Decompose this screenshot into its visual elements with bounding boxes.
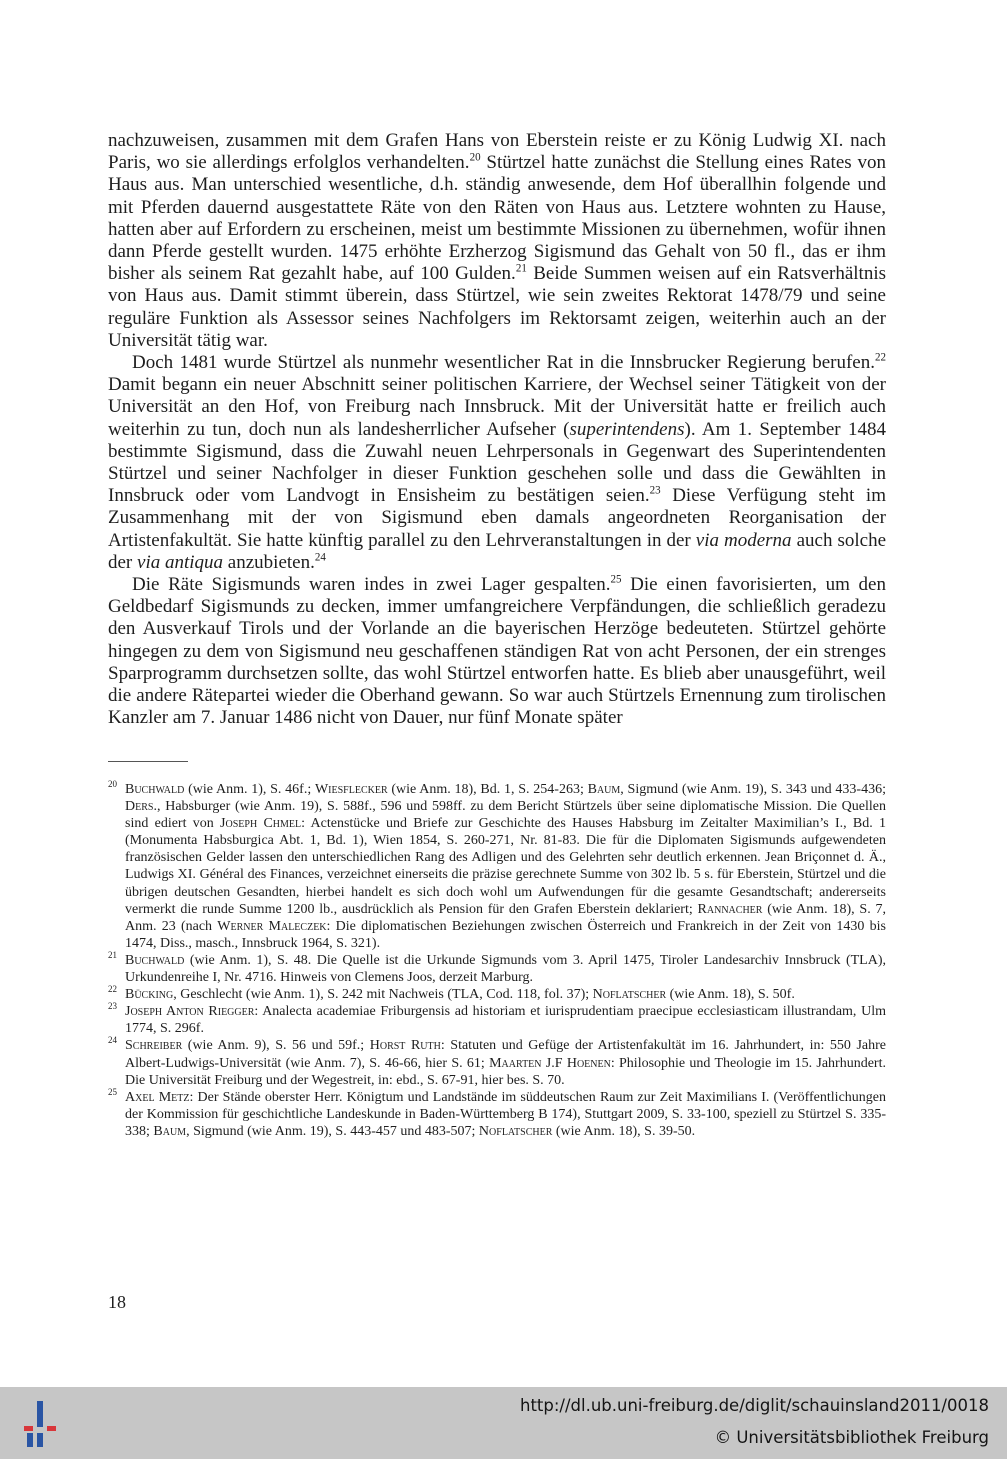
footnote-number: 24 — [108, 1035, 117, 1046]
author-name: Bücking — [125, 987, 174, 1003]
italic-term: via moderna — [695, 529, 792, 551]
footnote — [108, 1003, 886, 1037]
author-name: Noflatscher — [478, 1123, 553, 1139]
text-run: , Sigmund (wie Anm. 19), S. 443-457 und 483-507; — [186, 1123, 479, 1139]
text-run: Die Räte Sigismunds waren indes in zwei Lager gespalten. — [132, 574, 611, 596]
text-run: (wie Anm. 18), S. 39-50. — [552, 1123, 696, 1139]
text-run: ). Am 1. September 1484 bestimmte Sigismund, dass die Zuwahl neuen Lehrpersonals in Gegenwart des Superintendenten Stürtzel und seiner Nachfolger in dieser Funktion geschehen solle und dass die Gewählten in Innsbruck oder vom Landvogt in Ensisheim zu bestätigen seien. — [108, 418, 887, 507]
library-logo-icon — [12, 1397, 66, 1451]
body-paragraph — [108, 130, 886, 352]
body-paragraph — [108, 352, 886, 574]
author-name: Ders. — [125, 799, 157, 815]
text-run: Diese Verfügung steht im Zusammenhang mit der von Sigismund eben damals angeordneten Reorganisation der Artistenfakultät. Sie hatte künftig parallel zu den Lehrveranstaltungen in der — [108, 485, 886, 551]
text-run: : Actenstücke und Briefe zur Geschichte des Hauses Habsburg im Zeitalter Maximilian’s I., Bd. 1 (Monumenta Habsburgica Abt. 1, Bd. 1), Wien 1854, S. 260-271, Nr. 81-83. Die für die Diplomaten Sigismunds aufgewendeten französischen Gelder lassen den unterschiedlichen Rang des Adligen und des Gelehrten sehr deutlich erkennen. Jean Briçonnet d. Ä., Ludwigs XI. Général des Finances, verzeichnet einerseits die präzise gerechnete Summe von 302 lb. 5 s. für Eberstein, Stürtzel und die übrigen deutschen Gesandten, hierbei handelt es sich doch wohl um Aufwendungen für die gesamte Gesandtschaft; andererseits vermerkt die runde Summe 1200 lb., ausdrücklich als Pension für den Grafen Eberstein deklariert; — [125, 816, 886, 917]
footnote-text — [125, 782, 886, 951]
text-run: Doch 1481 wurde Stürtzel als nunmehr wesentlicher Rat in die Innsbrucker Regierung berufen. — [132, 352, 875, 374]
body-paragraph — [108, 574, 886, 729]
footnote — [108, 1037, 886, 1088]
copyright-notice: © Universitätsbibliothek Freiburg — [714, 1428, 989, 1447]
author-name: Baum — [153, 1123, 187, 1139]
text-run: Stürtzel hatte zunächst die Stellung eines Rates von Haus aus. Man unterschied wesentliche, d.h. ständig anwesende, dem Hof überallhin folgende und mit Pferden dauernd ausgestattete Räte von den Räten von Haus aus. Letztere wohnten zu Hause, hatten aber auf Erfordern zu erscheinen, meist um bestimmte Missionen zu übernehmen, wofür ihnen dann Pferde gestellt wurden. 1475 erhöhte Erzherzog Sigismund das Gehalt von 50 fl., das er ihm bisher als seinem Rat gezahlt habe, auf 100 Gulden. — [108, 152, 886, 285]
footnote-ref: 22 — [874, 351, 886, 364]
author-name: Werner Maleczek — [217, 918, 327, 934]
footnote-text — [125, 1038, 886, 1087]
author-name: Axel Metz — [125, 1089, 190, 1105]
author-name: Buchwald — [125, 952, 185, 968]
footnote — [108, 949, 886, 986]
text-run: , Sigmund (wie Anm. 19), S. 343 und 433-436; — [620, 782, 886, 797]
footnote-separator — [108, 761, 188, 762]
author-name: Wiesflecker — [314, 782, 388, 797]
footnote — [108, 986, 886, 1003]
footnote-number: 21 — [108, 949, 117, 960]
text-run: (wie Anm. 1), S. 48. Die Quelle ist die Urkunde Sigmunds vom 3. April 1475, Tiroler Landesarchiv Innsbruck (TLA), Urkundenreihe I, Nr. 4716. Hinweis von Clemens Joos, derzeit Marburg. — [125, 952, 886, 986]
footnote-text — [125, 987, 795, 1002]
author-name: Schreiber — [125, 1038, 183, 1054]
text-run: anzubieten. — [223, 551, 315, 573]
author-name: Buchwald — [125, 782, 185, 797]
body-text — [108, 130, 886, 729]
author-name: Baum — [587, 782, 621, 797]
footnote-number: 20 — [108, 779, 117, 789]
text-run: : Analecta academiae Friburgensis ad historiam et iurisprudentiam praecipue ecclesiasticam illustrandam, Ulm 1774, S. 296f. — [125, 1004, 886, 1037]
footnotes — [108, 781, 886, 1140]
text-run: (wie Anm. 9), S. 56 und 59f.; — [182, 1038, 370, 1054]
author-name: Noflatscher — [592, 987, 667, 1003]
text-run: : Der Stände oberster Herr. Königtum und Landstände im süddeutschen Raum zur Zeit Maximilians I. (Veröffentlichungen der Kommission für geschichtliche Landeskunde in Baden-Württemberg B 174), Stuttgart 2009, S. 33-100, speziell zu Stürtzel S. 335-338; — [125, 1089, 886, 1139]
text-run: Beide Summen weisen auf ein Ratsverhältnis von Haus aus. Damit stimmt überein, dass Stürtzel, wie sein zweites Rektorat 1478/79 und seine reguläre Funktion als Assessor seines Nachfolgers im Rektorsamt zeigen, weiterhin auch an der Universität tätig war. — [108, 263, 886, 351]
footnote-text — [125, 1004, 886, 1036]
text-run: (wie Anm. 1), S. 46f.; — [184, 782, 315, 797]
text-run: (wie Anm. 18), S. 50f. — [666, 987, 795, 1003]
footnote-number: 25 — [108, 1086, 117, 1097]
text-run: Die einen favorisierten, um den Geldbedarf Sigismunds zu decken, immer umfangreichere Verpfändungen, die schließlich geradezu den Ausverkauf Tirols und der Vorlande an die bayerischen Herzöge bedeuteten. Stürtzel gehörte hingegen zu dem von Sigismund neu geschaffenen ständigen Rat von acht Personen, der ein strenges Sparprogramm durchsetzen sollte, das wohl Stürtzel entworfen hatte. Es blieb aber unausgeführt, weil die andere Rätepartei wieder die Oberhand gewann. So war auch Stürtzels Ernennung zum tirolischen Kanzler am 7. Januar 1486 nicht von Dauer, nur fünf Monate später — [108, 574, 886, 729]
footnote-number: 23 — [108, 1001, 117, 1012]
italic-term: superintendens — [569, 418, 685, 440]
source-url-link[interactable]: http://dl.ub.uni-freiburg.de/diglit/schauinsland2011/0018 — [519, 1396, 989, 1415]
author-name: Joseph Anton Riegger — [125, 1004, 255, 1020]
footnote — [108, 781, 886, 952]
text-run: : Statuten und Gefüge der Artistenfakultät im 16. Jahrhundert, in: 550 Jahre Albert-Ludwigs-Universität (wie Anm. 7), S. 46-66, hier S. 61; — [125, 1038, 887, 1071]
footnote-text — [125, 953, 886, 985]
footnote-text — [125, 1090, 886, 1139]
text-run: auch solche der — [108, 529, 887, 573]
footnote-number: 22 — [108, 984, 117, 995]
author-name: Joseph Chmel — [220, 816, 302, 832]
text-run: (wie Anm. 18), S. 7, Anm. 23 (nach — [125, 901, 886, 934]
author-name: Horst Ruth — [369, 1038, 441, 1054]
footnote-ref: 25 — [610, 573, 622, 586]
author-name: Maarten J.F Hoenen — [489, 1055, 611, 1071]
text-run: Damit begann ein neuer Abschnitt seiner politischen Karriere, der Wechsel seiner Tätigkeit von der Universität an den Hof, von Freiburg nach Innsbruck. Mit der Universität hatte er freilich auch weiterhin zu tun, doch nun als landesherrlicher Aufseher ( — [108, 374, 886, 440]
author-name: Rannacher — [697, 901, 763, 917]
footnote-ref: 23 — [649, 484, 661, 497]
text-run: , Habsburger (wie Anm. 19), S. 588f., 596 und 598ff. zu dem Bericht Stürtzels über seine diplomatische Mission. Die Quellen sind ediert von — [125, 799, 886, 832]
text-run: (wie Anm. 18), Bd. 1, S. 254-263; — [387, 782, 588, 797]
text-run: , Geschlecht (wie Anm. 1), S. 242 mit Nachweis (TLA, Cod. 118, fol. 37); — [173, 987, 593, 1003]
footnote-ref: 24 — [314, 551, 326, 564]
text-run: : Die diplomatischen Beziehungen zwischen Österreich und Frankreich in der Zeit von 1430 bis 1474, Diss., masch., Innsbruck 1964, S. 321). — [125, 918, 886, 951]
page-number: 18 — [108, 1292, 126, 1312]
text-run: nachzuweisen, zusammen mit dem Grafen Hans von Eberstein reiste er zu König Ludwig XI. nach Paris, wo sie allerdings erfolglos verhandelten. — [108, 130, 886, 174]
footnote — [108, 1086, 886, 1140]
italic-term: via antiqua — [137, 551, 224, 573]
text-run: : Philosophie und Theologie im 15. Jahrhundert. Die Universität Freiburg und der Wegestreit, in: ebd., S. 67-91, hier bes. S. 70. — [125, 1055, 886, 1088]
footnote-ref: 21 — [515, 262, 527, 275]
footnote-ref: 20 — [469, 151, 481, 164]
footer-bar — [0, 1387, 1007, 1459]
